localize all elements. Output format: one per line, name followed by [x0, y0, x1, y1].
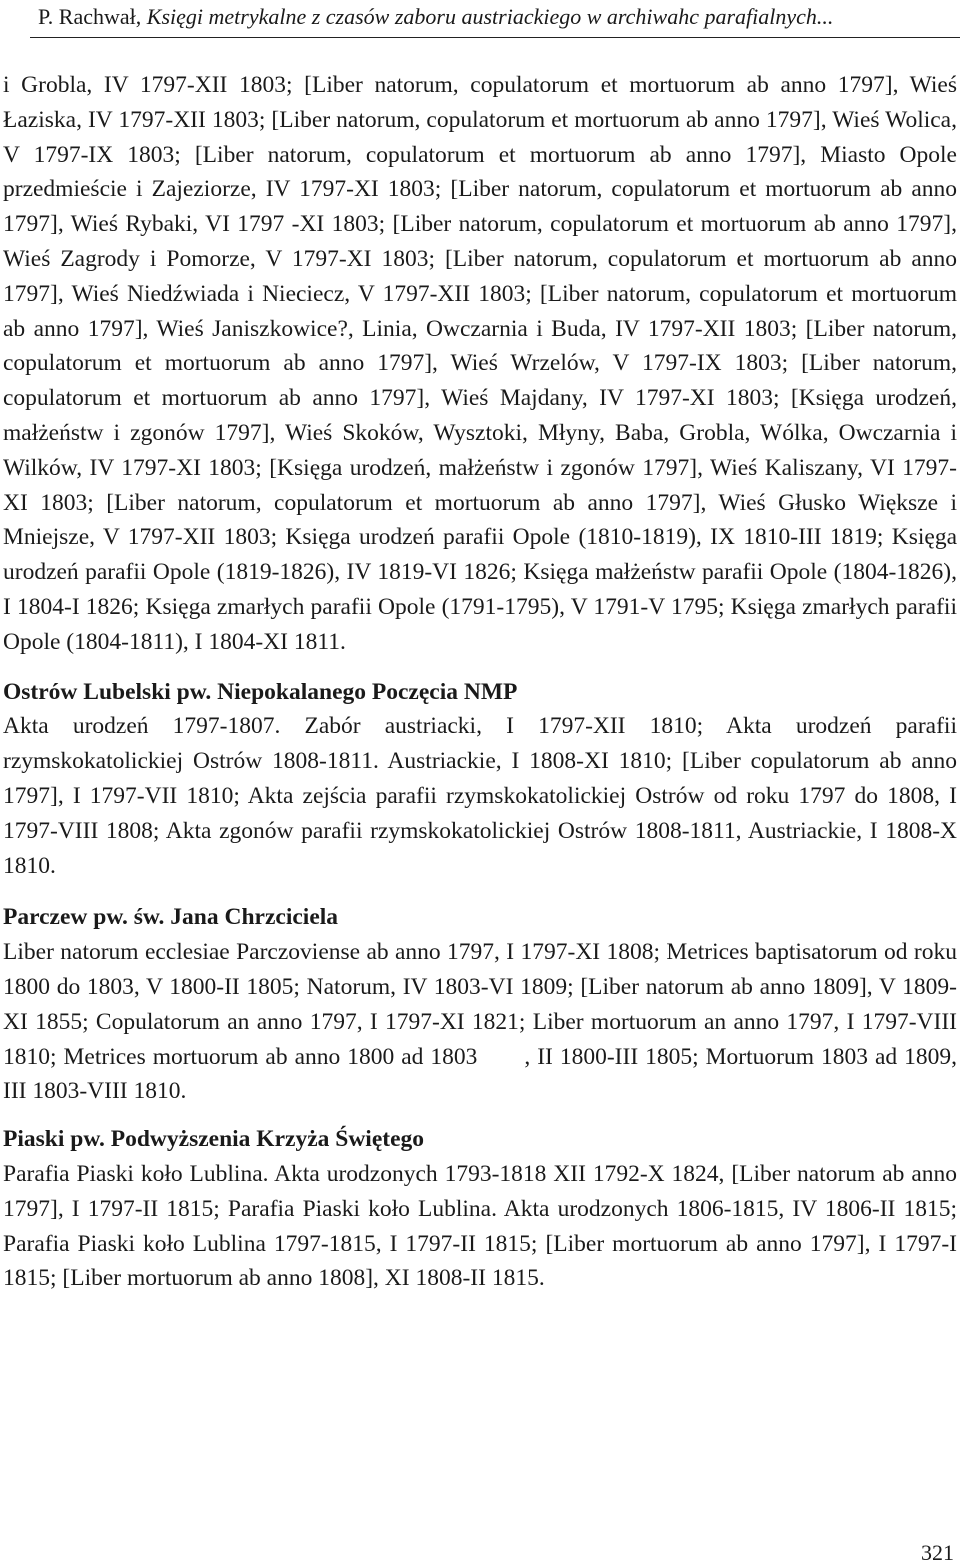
section-heading-ostrow: Ostrów Lubelski pw. Niepokalanego Poczęcia NMP	[3, 678, 518, 705]
body-text	[3, 68, 957, 1296]
section-spacer	[3, 1109, 957, 1122]
section-heading-piaski: Piaski pw. Podwyższenia Krzyża Świętego	[3, 1126, 425, 1153]
section-heading-parczew: Parczew pw. św. Jana Chrzciciela	[3, 904, 339, 931]
section-text-ostrow: Akta urodzeń 1797-1807. Zabór austriacki, I 1797-XII 1810; Akta urodzeń parafii rzymskokatolickiej Ostrów 1808-1811. Austriackie, I 1808-XI 1810; [Liber copulatorum ab anno 1797], I 1797-VII 1810; Akta zejścia parafii rzymskokatolickiej Ostrów od roku 1797 do 1808, I 1797-VIII 1808; Akta zgonów parafii rzymskokatolickiej Ostrów 1808-1811, Austriackie, I 1808-X 1810.	[3, 713, 957, 879]
header-title: Księgi metrykalne z czasów zaboru austriackiego w archiwahc parafialnych...	[146, 4, 834, 29]
page-number: 321	[921, 1540, 954, 1565]
continued-paragraph: i Grobla, IV 1797-XII 1803; [Liber natorum, copulatorum et mortuorum ab anno 1797], Wieś Łaziska, IV 1797-XII 1803; [Liber natorum, copulatorum et mortuorum ab anno 1797], Wieś Wolica, V 1797-IX 1803; [Liber natorum, copulatorum et mortuorum ab anno 1797], Miasto Opole przedmieście i Zajeziorze, IV 1797-XI 1803; [Liber natorum, copulatorum et mortuorum ab anno 1797], Wieś Rybaki, VI 1797 -XI 1803; [Liber natorum, copulatorum et mortuorum ab anno 1797], Wieś Zagrody i Pomorze, V 1797-XI 1803; [Liber natorum, copulatorum et mortuorum ab anno 1797], Wieś Niedźwiada i Nieciecz, V 1797-XII 1803; [Liber natorum, copulatorum et mortuorum ab anno 1797], Wieś Janiszkowice?, Linia, Owczarnia i Buda, IV 1797-XII 1803; [Liber natorum, copulatorum et mortuorum ab anno 1797], Wieś Wrzelów, V 1797-IX 1803; [Liber natorum, copulatorum et mortuorum ab anno 1797], Wieś Majdany, IV 1797-XI 1803; [Księga urodzeń, małżeństw i zgonów 1797], Wieś Skoków, Wysztoki, Młyny, Baba, Grobla, Wólka, Owczarnia i Wilków, IV 1797-XI 1803; [Księga urodzeń, małżeństw i zgonów 1797], Wieś Kaliszany, VI 1797-XI 1803; [Liber natorum, copulatorum et mortuorum ab anno 1797], Wieś Głusko Większe i Mniejsze, V 1797-XII 1803; Księga urodzeń parafii Opole (1810-1819), IX 1810-III 1819; Księga urodzeń parafii Opole (1819-1826), IV 1819-VI 1826; Księga małżeństw parafii Opole (1804-1826), I 1804-I 1826; Księga zmarłych parafii Opole (1791-1795), V 1791-V 1795; Księga zmarłych parafii Opole (1804-1811), I 1804-XI 1811.	[3, 72, 957, 655]
header-rule	[30, 37, 960, 38]
section-spacer	[3, 660, 957, 675]
header-author: P. Rachwał,	[38, 4, 147, 29]
section-text-parczew: Liber natorum ecclesiae Parczoviense ab anno 1797, I 1797-XI 1808; Metrices baptisatorum od roku 1800 do 1803, V 1800-II 1805; Natorum, IV 1803-VI 1809; [Liber natorum ab anno 1809], V 1809-XI 1855; Copulatorum an anno 1797, I 1797-XI 1821; Liber mortuorum an anno 1797, I 1797-VIII 1810; Metrices mortuorum ab anno 1800 ad 1803 , II 1800-III 1805; Mortuorum 1803 ad 1809, III 1803-VIII 1810.	[3, 939, 957, 1105]
running-header	[38, 3, 833, 31]
section-spacer	[3, 883, 957, 900]
section-text-piaski: Parafia Piaski koło Lublina. Akta urodzonych 1793-1818 XII 1792-X 1824, [Liber natorum ab anno 1797], I 1797-II 1815; Parafia Piaski koło Lublina. Akta urodzonych 1806-1815, IV 1806-II 1815; Parafia Piaski koło Lublina 1797-1815, I 1797-II 1815; [Liber mortuorum ab anno 1797], I 1797-I 1815; [Liber mortuorum ab anno 1808], XI 1808-II 1815.	[3, 1160, 957, 1292]
